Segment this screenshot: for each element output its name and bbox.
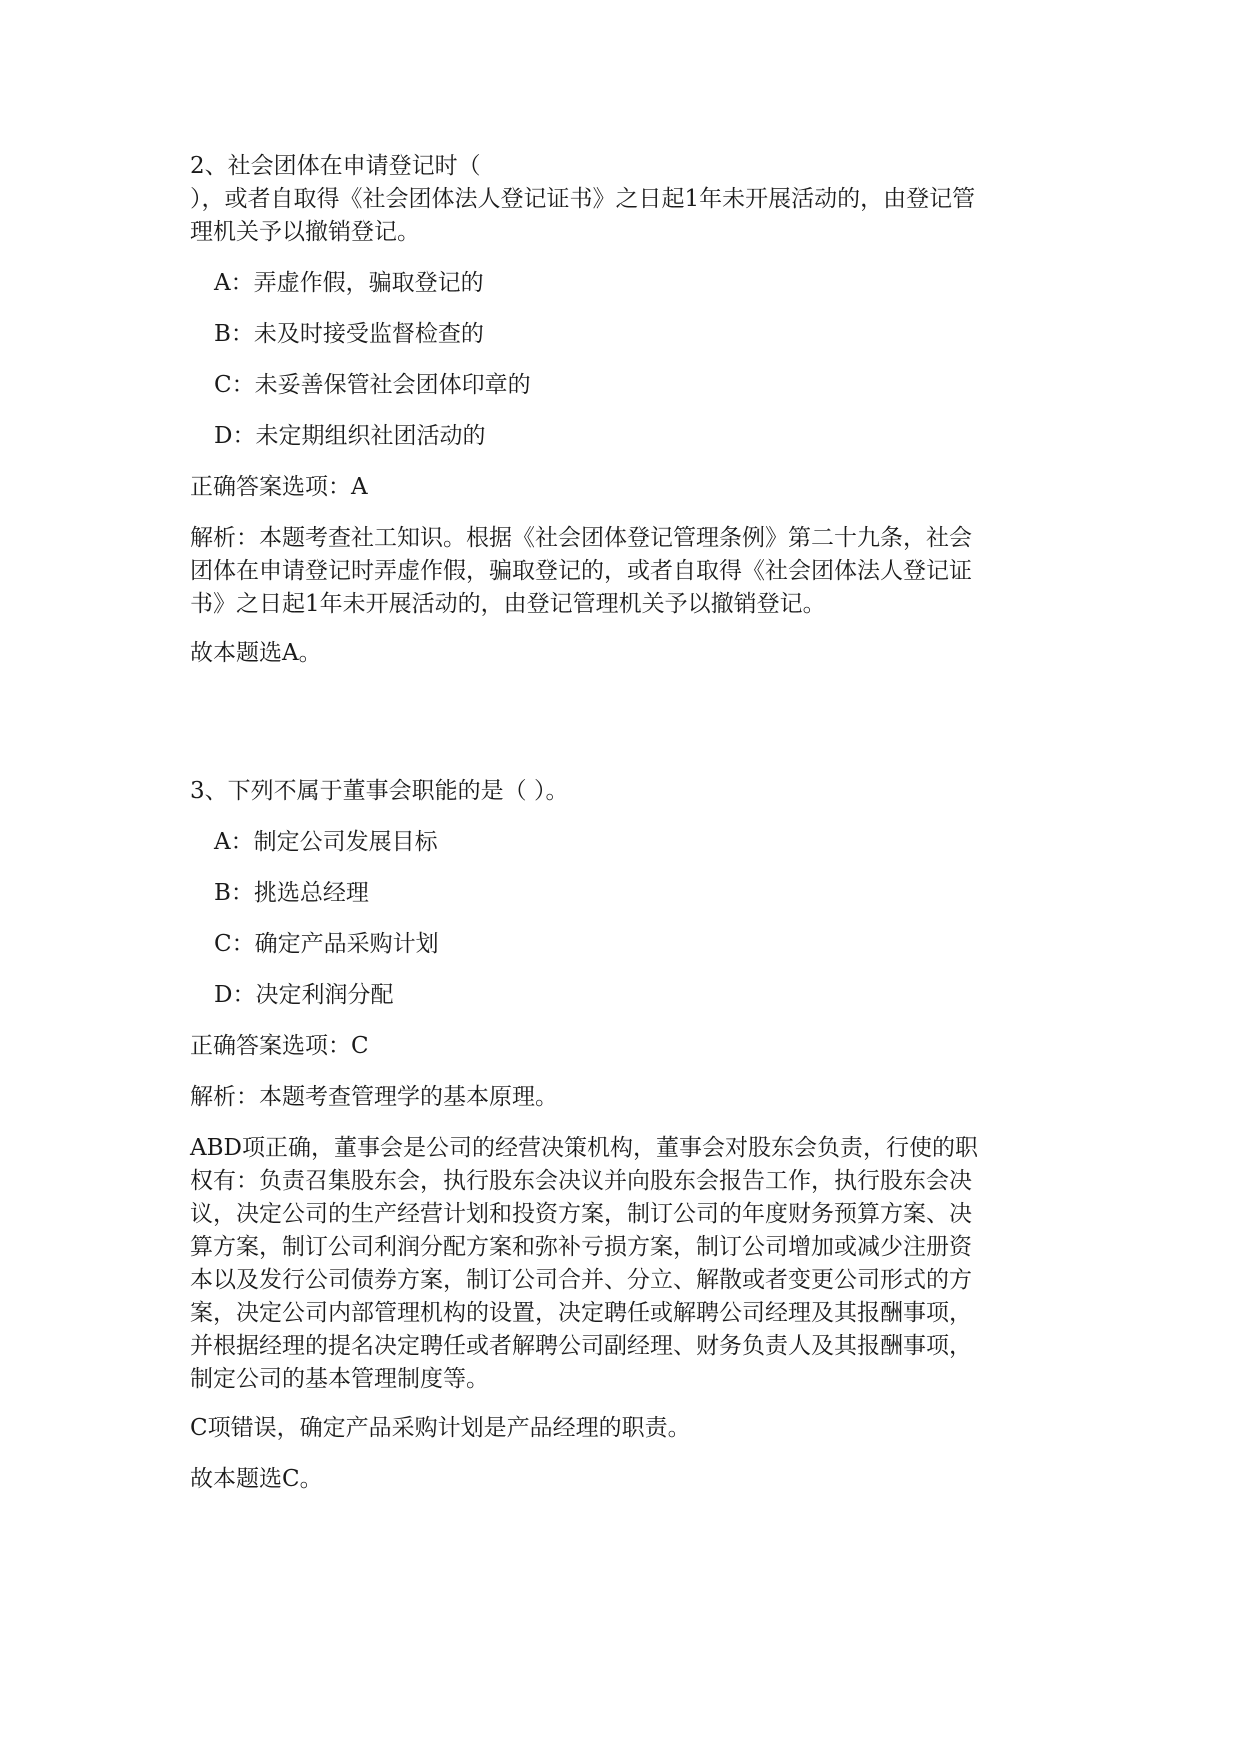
question-3-analysis-intro: 解析：本题考查管理学的基本原理。 [190, 1084, 558, 1110]
abd-line: 权有：负责召集股东会，执行股东会决议并向股东会报告工作，执行股东会决 [190, 1168, 972, 1194]
abd-line: ABD项正确，董事会是公司的经营决策机构，董事会对股东会负责，行使的职 [190, 1135, 978, 1161]
question-3-conclusion: 故本题选C。 [190, 1466, 323, 1492]
question-3-option-a: A：制定公司发展目标 [214, 829, 438, 855]
question-2-answer: 正确答案选项：A [190, 474, 368, 500]
question-3-option-d: D：决定利润分配 [214, 982, 394, 1008]
abd-line: 议，决定公司的生产经营计划和投资方案，制订公司的年度财务预算方案、决 [190, 1201, 972, 1227]
question-2-option-c: C：未妥善保管社会团体印章的 [214, 372, 531, 398]
question-2-analysis [190, 522, 1060, 621]
question-2-option-a: A：弄虚作假，骗取登记的 [214, 270, 484, 296]
question-2-stem-line-1: 2、社会团体在申请登记时（ [190, 153, 481, 179]
question-2-stem-line-3: 理机关予以撤销登记。 [190, 219, 420, 245]
question-3-abd-explanation [190, 1132, 1060, 1396]
question-2 [190, 150, 1060, 249]
abd-line: 制定公司的基本管理制度等。 [190, 1366, 489, 1392]
question-2-conclusion: 故本题选A。 [190, 640, 322, 666]
abd-line: 算方案，制订公司利润分配方案和弥补亏损方案，制订公司增加或减少注册资 [190, 1234, 972, 1260]
question-2-stem-line-2: ），或者自取得《社会团体法人登记证书》之日起1年未开展活动的，由登记管 [190, 186, 976, 212]
question-2-option-b: B：未及时接受监督检查的 [214, 321, 484, 347]
question-3-option-c: C：确定产品采购计划 [214, 931, 439, 957]
abd-line: 案，决定公司内部管理机构的设置，决定聘任或解聘公司经理及其报酬事项， [190, 1300, 972, 1326]
abd-line: 本以及发行公司债券方案，制订公司合并、分立、解散或者变更公司形式的方 [190, 1267, 972, 1293]
question-3-option-b: B：挑选总经理 [214, 880, 369, 906]
abd-line: 并根据经理的提名决定聘任或者解聘公司副经理、财务负责人及其报酬事项， [190, 1333, 972, 1359]
question-2-analysis-line-1: 解析：本题考查社工知识。根据《社会团体登记管理条例》第二十九条，社会 [190, 525, 972, 551]
question-3-answer: 正确答案选项：C [190, 1033, 369, 1059]
question-2-analysis-line-3: 书》之日起1年未开展活动的，由登记管理机关予以撤销登记。 [190, 591, 826, 617]
question-3-stem: 3、下列不属于董事会职能的是（ ）。 [190, 778, 569, 804]
question-3-c-wrong: C项错误，确定产品采购计划是产品经理的职责。 [190, 1415, 691, 1441]
question-2-analysis-line-2: 团体在申请登记时弄虚作假，骗取登记的，或者自取得《社会团体法人登记证 [190, 558, 972, 584]
question-2-option-d: D：未定期组织社团活动的 [214, 423, 486, 449]
